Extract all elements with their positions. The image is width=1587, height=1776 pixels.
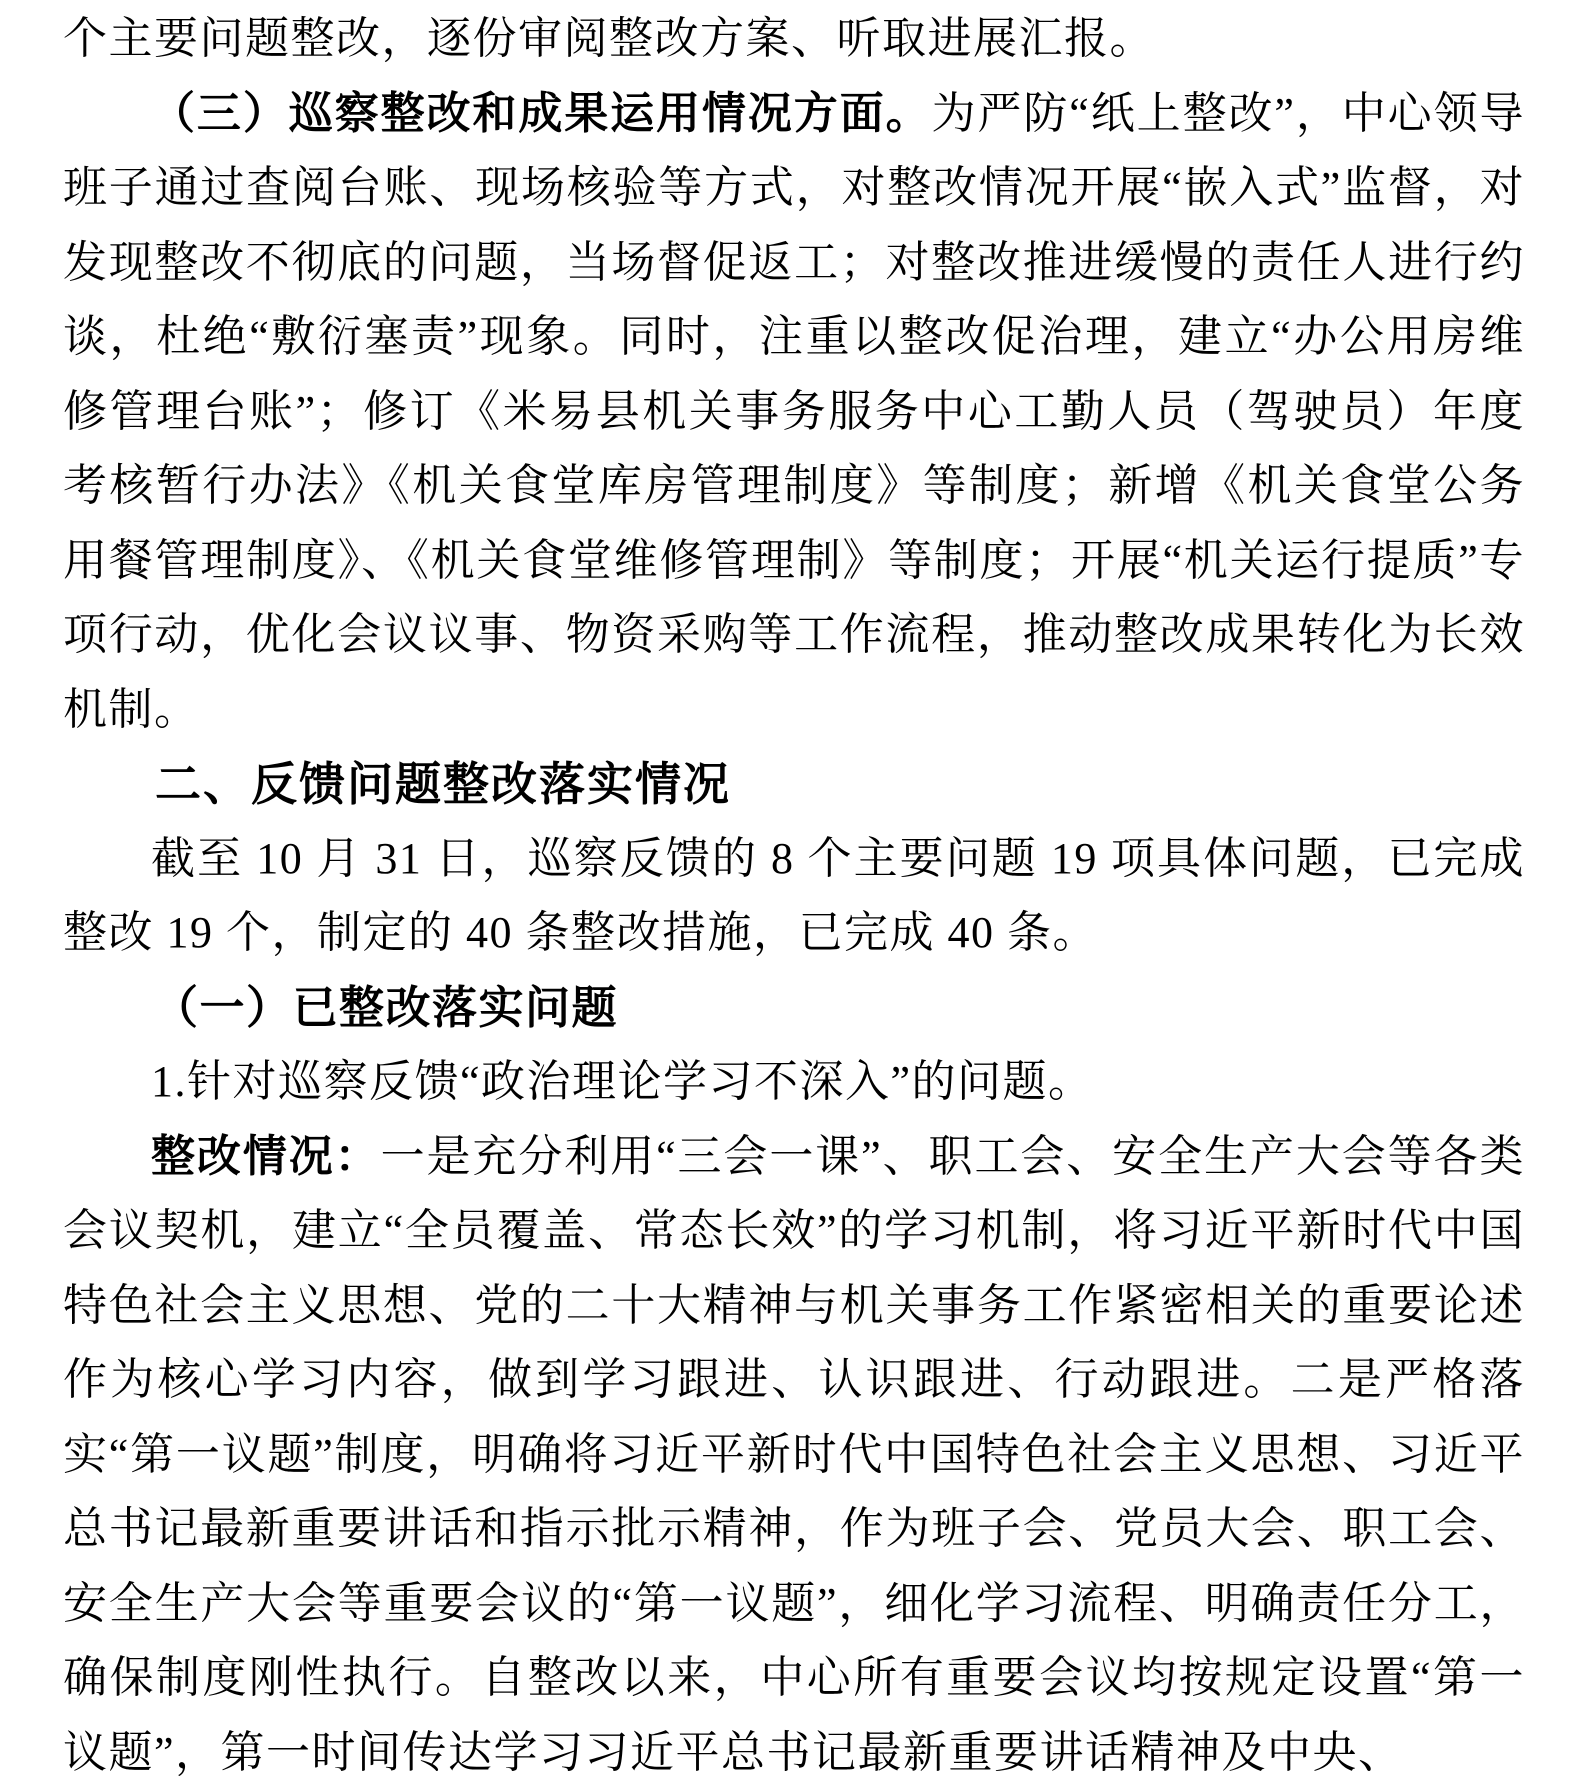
body-text: 一是充分利用“三会一课”、职工会、安全生产大会等各类会议契机，建立“全员覆盖、常态长效”的学习机制，将习近平新时代中国特色社会主义思想、党的二十大精神与机关事务工作紧密相关的重要论述作为核心学习内容，做到学习跟进、认识跟进、行动跟进。二是严格落实“第一议题”制度，明确将习近平新时代中国特色社会主义思想、习近平总书记最新重要讲话和指示批示精神，作为班子会、党员大会、职工会、安全生产大会等重要会议的“第一议题”，细化学习流程、明确责任分工，确保制度刚性执行。自整改以来，中心所有重要会议均按规定设置“第一议题”，第一时间传达学习习近平总书记最新重要讲话精神及中央、 <box>63 1131 1525 1776</box>
paragraph-continuation <box>63 2 1525 77</box>
paragraph-bold-lead: 整改情况： <box>151 1131 381 1181</box>
body-text: 为严防“纸上整改”，中心领导班子通过查阅台账、现场核验等方式，对整改情况开展“嵌入式”监督，对发现整改不彻底的问题，当场督促返工；对整改推进缓慢的责任人进行约谈，杜绝“敷衍塞责”现象。同时，注重以整改促治理，建立“办公用房维修管理台账”；修订《米易县机关事务服务中心工勤人员（驾驶员）年度考核暂行办法》《机关食堂库房管理制度》等制度；新增《机关食堂公务用餐管理制度》、《机关食堂维修管理制》等制度；开展“机关运行提质”专项行动，优化会议议事、物资采购等工作流程，推动整改成果转化为长效机制。 <box>63 88 1525 734</box>
section-heading <box>63 747 1525 822</box>
body-text: 个主要问题整改，逐份审阅整改方案、听取进展汇报。 <box>63 14 1155 63</box>
subsection-heading-text: （一）已整改落实问题 <box>153 982 619 1033</box>
paragraph-bold-lead: （三）巡察整改和成果运用情况方面。 <box>151 88 932 138</box>
paragraph-issue-1-measures <box>63 1120 1525 1776</box>
subsection-heading <box>63 971 1525 1046</box>
paragraph-rectification-results <box>63 77 1525 748</box>
paragraph-issue-1 <box>63 1045 1525 1120</box>
section-heading-text: 二、反馈问题整改落实情况 <box>155 758 731 810</box>
paragraph-statistics <box>63 822 1525 971</box>
body-text: 1.针对巡察反馈“政治理论学习不深入”的问题。 <box>151 1057 1094 1106</box>
body-text: 截至 10 月 31 日，巡察反馈的 8 个主要问题 19 项具体问题，已完成整改 19 个，制定的 40 条整改措施，已完成 40 条。 <box>63 833 1525 957</box>
